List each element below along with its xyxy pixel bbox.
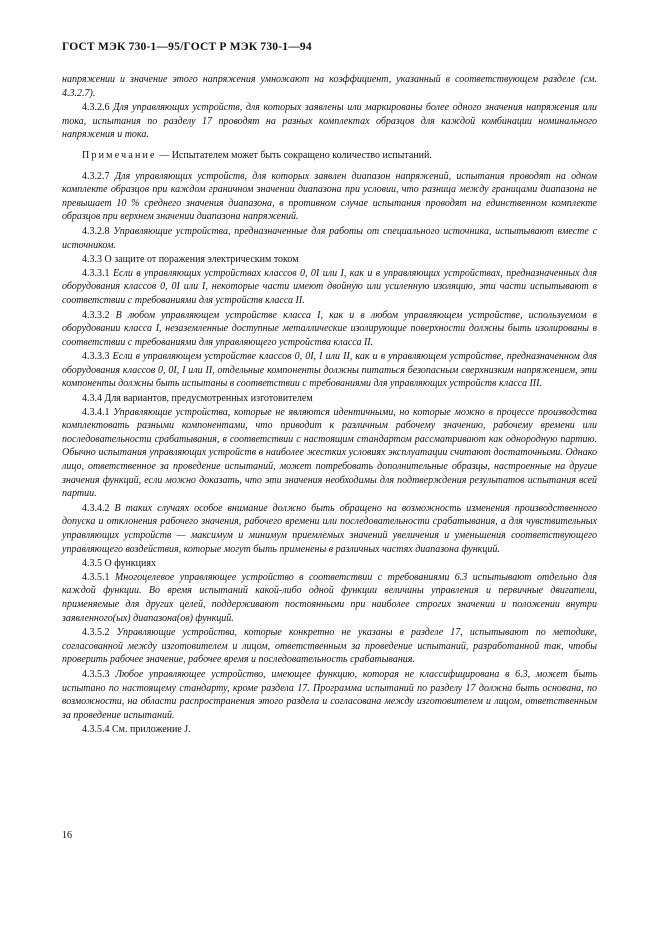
clause-4-3-3-2	[62, 309, 597, 350]
clause-number: 4.3.3	[82, 254, 102, 266]
clause-number: 4.3.5.1	[82, 571, 110, 583]
clause-4-3-5-3	[62, 668, 597, 722]
clause-text: В любом управляющем устройстве класса I, как и в любом управляющем устройстве, используемом в оборудовании класса I, незаземленные доступные металлические изолирующие поверхности должны быть изолированы в соответствии с требованиями для управляющего устройства класса II.	[62, 309, 597, 348]
clause-number: 4.3.2.7	[82, 170, 110, 182]
note	[62, 149, 597, 163]
section-heading-4-3-3	[62, 253, 597, 267]
clause-number: 4.3.2.8	[82, 225, 110, 237]
clause-number: 4.3.2.6	[82, 102, 110, 114]
section-heading-4-3-4	[62, 392, 597, 406]
clause-4-3-2-6	[62, 101, 597, 142]
heading-text: О функциях	[104, 558, 156, 570]
clause-4-3-2-8	[62, 225, 597, 252]
document-body	[62, 73, 597, 737]
clause-text: Если в управляющем устройстве классов 0, 0I, I или II, как и в управляющем устройстве, предназначенном для оборудования классов 0, 0I, I или II, отдельные компоненты должны питаться безопасным сверхнизким напряжением, эти компоненты должны быть испытаны в соответствии с требованиями для управляющих устройств класса III.	[62, 351, 598, 390]
clause-4-3-3-1	[62, 267, 597, 308]
clause-number: 4.3.5.4	[82, 724, 110, 736]
page-header: ГОСТ МЭК 730-1—95/ГОСТ Р МЭК 730-1—94	[62, 41, 312, 53]
clause-4-3-3-3	[62, 350, 597, 391]
clause-number: 4.3.4.1	[82, 406, 110, 418]
clause-4-3-5-4	[62, 723, 597, 737]
clause-number: 4.3.3.2	[82, 309, 110, 321]
section-heading-4-3-5	[62, 557, 597, 571]
clause-4-3-4-2	[62, 502, 597, 556]
clause-number: 4.3.5	[82, 558, 102, 570]
clause-text: Многоцелевое управляющее устройство в соответствии с требованиями 6.3 испытывают отдельно для каждой функции. Во время испытаний какой-либо одной функции величины управления и первичные двигатели, применяемые для других целей, поддерживают постоянными при наиболее строгих значении и положении внутри заявленного(ых) диапазона(ов) функций.	[62, 571, 597, 624]
clause-4-3-5-1	[62, 571, 597, 625]
clause-4-3-5-2	[62, 626, 597, 667]
clause-text: Для управляющих устройств, для которых заявлены или маркированы более одного значения напряжения или тока, испытания по разделу 17 проводят на разных комплектах образцов для каждой комбинации номинального напряжения и тока.	[62, 102, 597, 141]
clause-4-3-2-7	[62, 170, 597, 224]
clause-4-3-4-1	[62, 406, 597, 501]
clause-text: Если в управляющих устройствах классов 0, 0I или I, как и в управляющих устройствах, предназначенных для оборудования классов 0, 0I или I, некоторые части имеют двойную или усиленную изоляцию, эти части испытывают в соответствии с требованиями для устройств класса II.	[62, 267, 597, 306]
clause-text: См. приложение J.	[112, 724, 191, 736]
heading-text: О защите от поражения электрическим током	[104, 254, 299, 266]
note-label: Примечание	[82, 149, 157, 161]
clause-number: 4.3.5.3	[82, 668, 110, 680]
clause-number: 4.3.4.2	[82, 502, 110, 514]
clause-number: 4.3.4	[82, 393, 102, 405]
note-text: — Испытателем может быть сокращено количество испытаний.	[156, 149, 432, 161]
clause-number: 4.3.3.3	[82, 351, 110, 363]
paragraph-continuation: напряжении и значение этого напряжения умножают на коэффициент, указанный в соответствующем разделе (см. 4.3.2.7).	[62, 74, 597, 99]
heading-text: Для вариантов, предусмотренных изготовителем	[104, 393, 313, 405]
clause-text: Управляющие устройства, которые не являются идентичными, но которые можно в процессе производства комплектовать разными компонентами, что приводит к различным рабочему значению, рабочему времени или последовательности срабатывания, в соответствии с настоящим стандартом рассматривают как однородную партию. Обычно испытания управляющих устройств в наиболее жестких условиях эксплуатации считают достаточными. Однако лицо, ответственное за проведение испытаний, может потребовать дополнительные образцы, настроенные на другие значения функций, если можно доказать, что эти значения необходимы для подтверждения результатов испытания всей партии.	[62, 406, 598, 500]
page-number: 16	[62, 830, 72, 841]
clause-text: Для управляющих устройств, для которых заявлен диапазон напряжений, испытания проводят на одном комплекте образцов при каждом граничном значении диапазона при условии, что разница между границами диапазона не превышает 10 % среднего значения диапазона, в противном случае испытания проводят на единственном комплекте образцов при верхнем значении диапазона напряжений.	[62, 170, 598, 223]
clause-text: Любое управляющее устройство, имеющее функцию, которая не классифицирована в 6.3, может быть испытано по настоящему стандарту, кроме раздела 17. Программа испытаний по разделу 17 должна быть основана, по возможности, на области распространения этого раздела и согласована между изготовителем и лицом, ответственным за проведение испытаний.	[62, 668, 598, 721]
clause-number: 4.3.5.2	[82, 627, 110, 639]
clause-text: Управляющие устройства, которые конкретно не указаны в разделе 17, испытывают по методике, согласованной между изготовителем и лицом, ответственным за проведение испытаний, разработанной так, чтобы проверить рабочее значение, рабочее время и последовательность срабатывания.	[62, 627, 597, 666]
clause-text: В таких случаях особое внимание должно быть обращено на возможность изменения производственного допуска и отклонения рабочего значения, рабочего времени или последовательности срабатывания, а для чувствительных управляющих устройств — максимум и минимум приемлемых значений увеличения и уменьшения соответствующего управляющего воздействия, которые могут быть применены в различных частях диапазона функций.	[62, 502, 598, 555]
clause-text: Управляющие устройства, предназначенные для работы от специального источника, испытывают вместе с источником.	[62, 225, 598, 251]
clause-number: 4.3.3.1	[82, 267, 110, 279]
